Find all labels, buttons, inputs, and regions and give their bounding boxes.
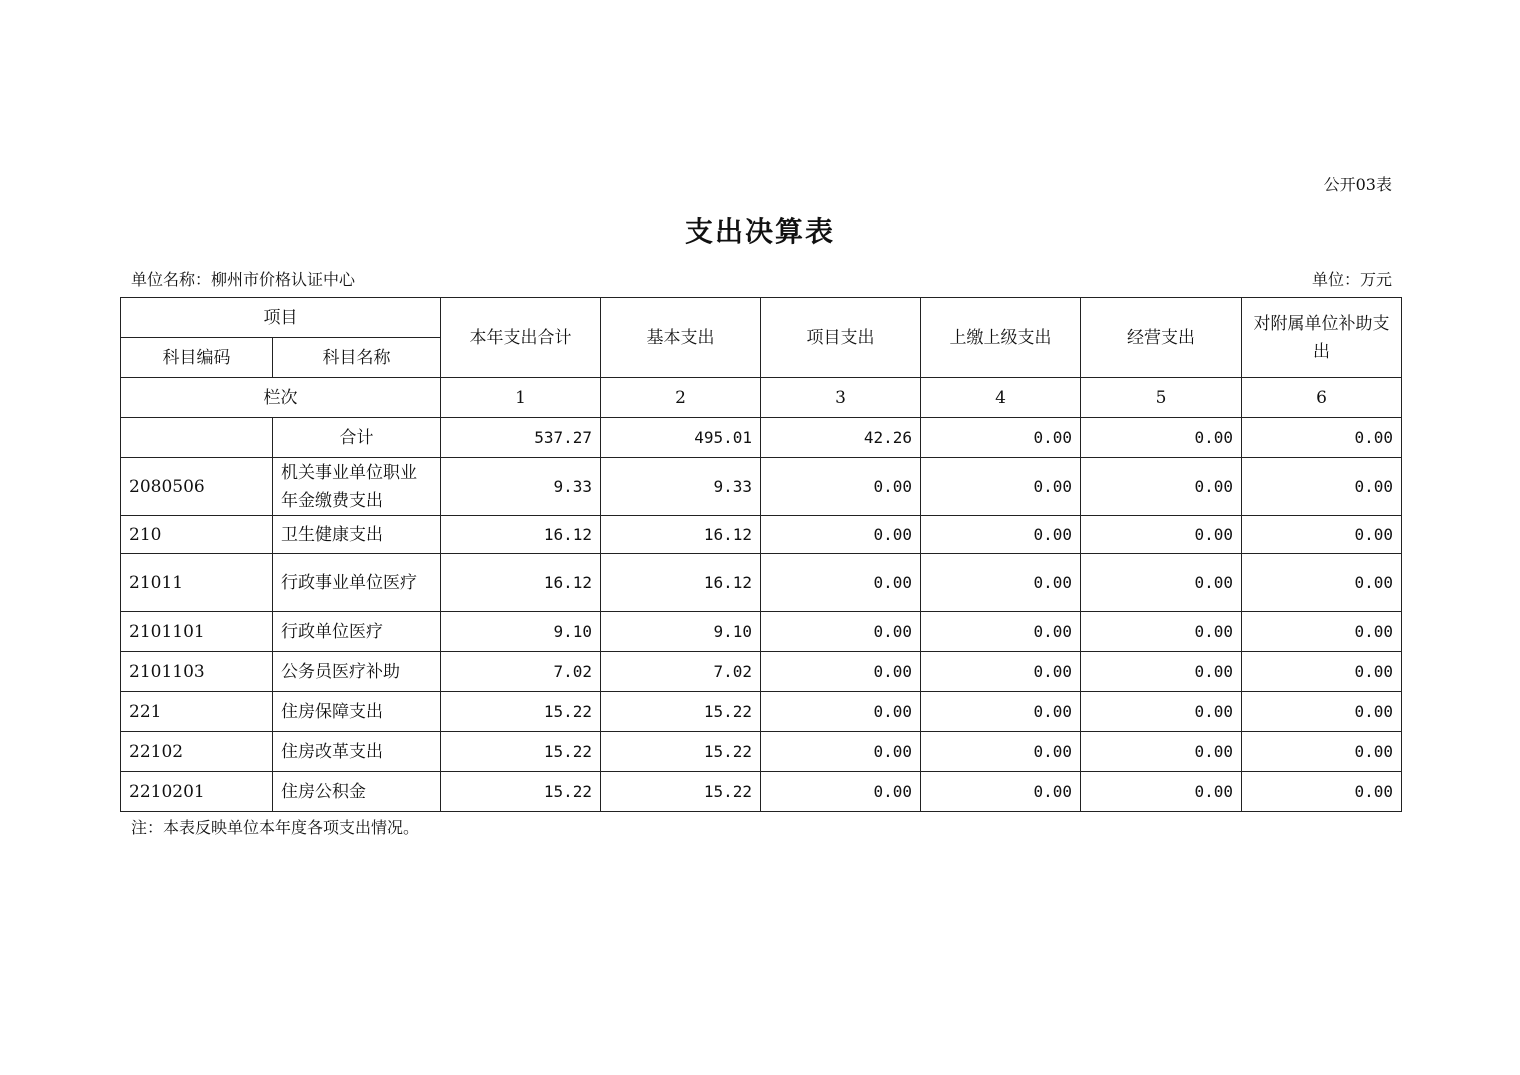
index-number: 3 bbox=[761, 378, 921, 418]
amount-cell: 0.00 bbox=[921, 692, 1081, 732]
amount-cell: 15.22 bbox=[441, 692, 601, 732]
subject-code: 210 bbox=[121, 516, 273, 554]
amount-cell: 495.01 bbox=[601, 418, 761, 458]
subject-code: 2101101 bbox=[121, 612, 273, 652]
amount-cell: 9.33 bbox=[601, 458, 761, 516]
amount-cell: 0.00 bbox=[1242, 652, 1402, 692]
amount-cell: 0.00 bbox=[761, 652, 921, 692]
project-header: 项目 bbox=[121, 298, 441, 338]
amount-cell: 0.00 bbox=[761, 516, 921, 554]
amount-cell: 0.00 bbox=[921, 772, 1081, 812]
amount-cell: 0.00 bbox=[1242, 732, 1402, 772]
index-number: 2 bbox=[601, 378, 761, 418]
amount-cell: 0.00 bbox=[1081, 652, 1242, 692]
subject-code: 22102 bbox=[121, 732, 273, 772]
amount-cell: 537.27 bbox=[441, 418, 601, 458]
amount-cell: 0.00 bbox=[921, 652, 1081, 692]
col-header-superior: 上缴上级支出 bbox=[921, 298, 1081, 378]
total-row bbox=[121, 418, 1402, 458]
col-header-project: 项目支出 bbox=[761, 298, 921, 378]
amount-cell: 0.00 bbox=[1081, 418, 1242, 458]
amount-cell: 7.02 bbox=[601, 652, 761, 692]
amount-cell: 42.26 bbox=[761, 418, 921, 458]
amount-cell: 15.22 bbox=[601, 772, 761, 812]
amount-cell: 0.00 bbox=[921, 418, 1081, 458]
subject-name: 行政事业单位医疗 bbox=[273, 554, 441, 612]
amount-cell: 16.12 bbox=[601, 516, 761, 554]
amount-cell: 0.00 bbox=[1242, 772, 1402, 812]
amount-cell: 0.00 bbox=[921, 612, 1081, 652]
amount-cell: 0.00 bbox=[1081, 612, 1242, 652]
amount-cell: 15.22 bbox=[601, 732, 761, 772]
subject-name: 住房公积金 bbox=[273, 772, 441, 812]
amount-cell: 0.00 bbox=[1242, 418, 1402, 458]
amount-cell: 0.00 bbox=[921, 516, 1081, 554]
amount-cell: 7.02 bbox=[441, 652, 601, 692]
amount-cell: 0.00 bbox=[1081, 772, 1242, 812]
table-row bbox=[121, 692, 1402, 732]
subject-code: 2101103 bbox=[121, 652, 273, 692]
col-header-basic: 基本支出 bbox=[601, 298, 761, 378]
amount-cell: 16.12 bbox=[601, 554, 761, 612]
col-header-total: 本年支出合计 bbox=[441, 298, 601, 378]
subject-name: 卫生健康支出 bbox=[273, 516, 441, 554]
expense-table bbox=[120, 297, 1402, 812]
name-header: 科目名称 bbox=[273, 338, 441, 378]
amount-cell: 0.00 bbox=[761, 732, 921, 772]
amount-cell: 16.12 bbox=[441, 516, 601, 554]
amount-cell: 0.00 bbox=[921, 554, 1081, 612]
table-row bbox=[121, 554, 1402, 612]
table-row bbox=[121, 732, 1402, 772]
amount-cell: 0.00 bbox=[1081, 554, 1242, 612]
table-note: 注：本表反映单位本年度各项支出情况。 bbox=[131, 818, 420, 837]
subject-name: 住房保障支出 bbox=[273, 692, 441, 732]
subject-name: 公务员医疗补助 bbox=[273, 652, 441, 692]
table-row bbox=[121, 772, 1402, 812]
amount-cell: 0.00 bbox=[921, 458, 1081, 516]
amount-cell: 0.00 bbox=[761, 692, 921, 732]
amount-cell: 16.12 bbox=[441, 554, 601, 612]
table-row bbox=[121, 612, 1402, 652]
subject-name: 机关事业单位职业年金缴费支出 bbox=[273, 458, 441, 516]
unit-name: 单位名称：柳州市价格认证中心 bbox=[131, 270, 356, 289]
code-header: 科目编码 bbox=[121, 338, 273, 378]
amount-cell: 0.00 bbox=[1081, 458, 1242, 516]
document-title: 支出决算表 bbox=[684, 215, 835, 248]
index-label: 栏次 bbox=[121, 378, 441, 418]
col-header-business: 经营支出 bbox=[1081, 298, 1242, 378]
amount-cell: 0.00 bbox=[761, 554, 921, 612]
subject-name: 住房改革支出 bbox=[273, 732, 441, 772]
col-header-subsidiary: 对附属单位补助支出 bbox=[1242, 298, 1402, 378]
amount-cell: 0.00 bbox=[1081, 516, 1242, 554]
unit-measure: 单位：万元 bbox=[1311, 270, 1392, 289]
amount-cell: 0.00 bbox=[1242, 612, 1402, 652]
subject-name: 行政单位医疗 bbox=[273, 612, 441, 652]
amount-cell: 9.10 bbox=[601, 612, 761, 652]
subject-code: 2210201 bbox=[121, 772, 273, 812]
amount-cell: 0.00 bbox=[1081, 692, 1242, 732]
subject-code: 221 bbox=[121, 692, 273, 732]
table-row bbox=[121, 516, 1402, 554]
index-number: 6 bbox=[1242, 378, 1402, 418]
index-number: 1 bbox=[441, 378, 601, 418]
amount-cell: 0.00 bbox=[1242, 554, 1402, 612]
subject-name: 合计 bbox=[273, 418, 441, 458]
amount-cell: 15.22 bbox=[441, 732, 601, 772]
index-number: 4 bbox=[921, 378, 1081, 418]
amount-cell: 0.00 bbox=[761, 612, 921, 652]
subject-code: 2080506 bbox=[121, 458, 273, 516]
amount-cell: 9.33 bbox=[441, 458, 601, 516]
amount-cell: 0.00 bbox=[1242, 692, 1402, 732]
amount-cell: 15.22 bbox=[441, 772, 601, 812]
table-row bbox=[121, 652, 1402, 692]
amount-cell: 0.00 bbox=[1081, 732, 1242, 772]
amount-cell: 0.00 bbox=[1242, 458, 1402, 516]
index-number: 5 bbox=[1081, 378, 1242, 418]
amount-cell: 15.22 bbox=[601, 692, 761, 732]
amount-cell: 0.00 bbox=[761, 772, 921, 812]
amount-cell: 0.00 bbox=[921, 732, 1081, 772]
amount-cell: 0.00 bbox=[1242, 516, 1402, 554]
table-row bbox=[121, 458, 1402, 516]
subject-code bbox=[121, 418, 273, 458]
subject-code: 21011 bbox=[121, 554, 273, 612]
amount-cell: 0.00 bbox=[761, 458, 921, 516]
form-code: 公开03表 bbox=[1323, 175, 1392, 194]
amount-cell: 9.10 bbox=[441, 612, 601, 652]
